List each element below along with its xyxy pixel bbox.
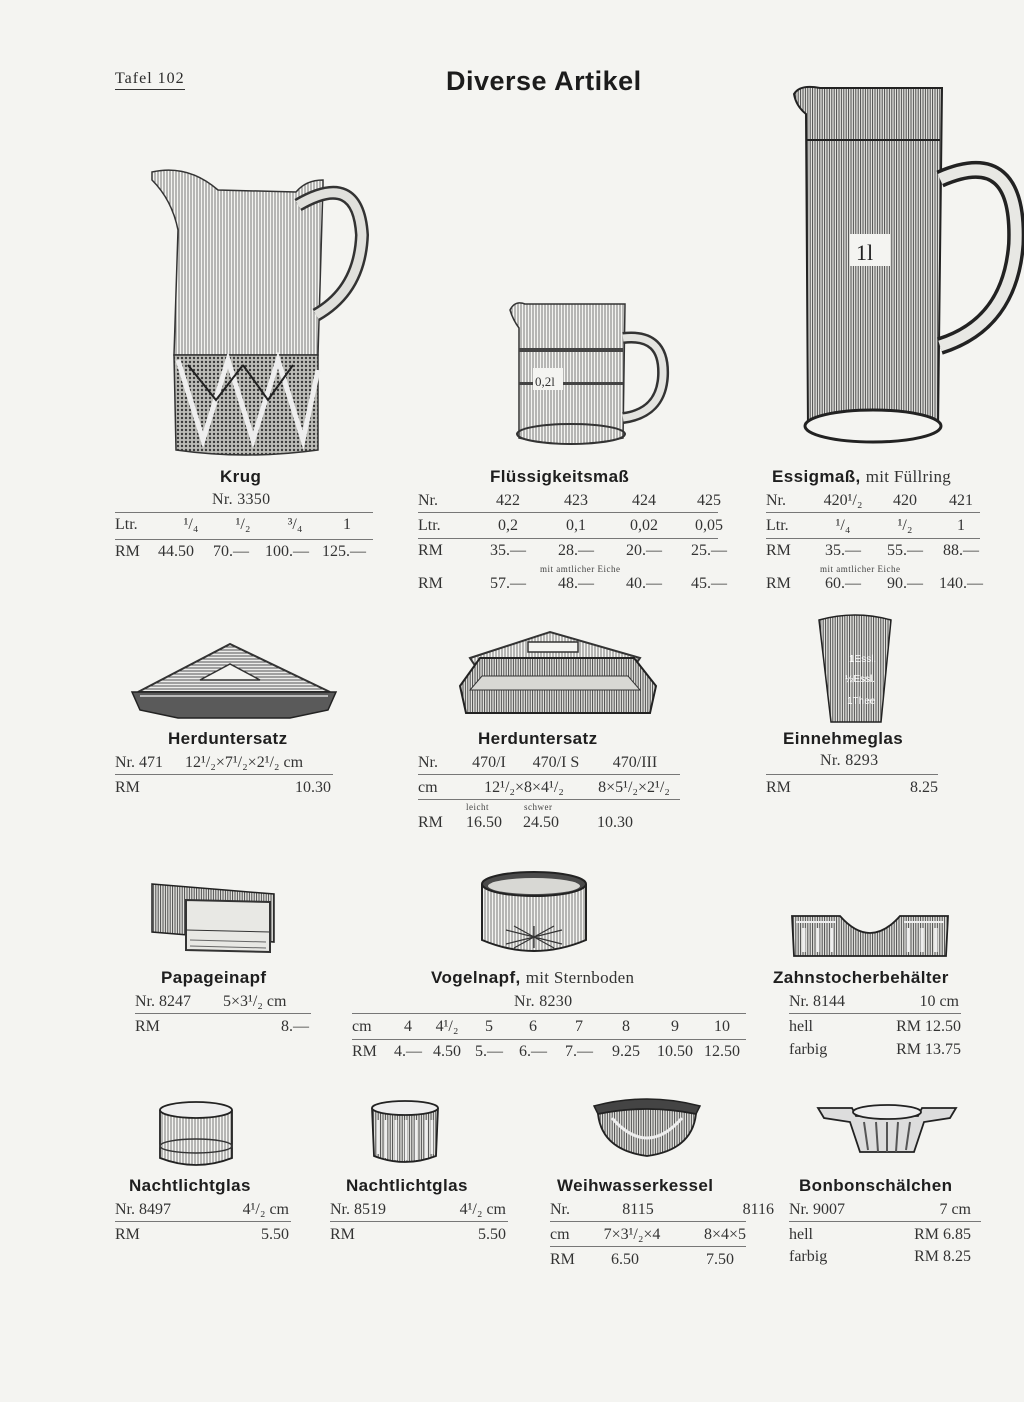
- weih-dims-row: cm 7×3¹/₂×4 8×4×5: [550, 1226, 746, 1243]
- svg-text:1Essl.: 1Essl.: [849, 654, 877, 665]
- bonbon-name: Bonbonschälchen: [799, 1176, 953, 1195]
- essig-eiche-note: mit amtlicher Eiche: [820, 564, 901, 574]
- bonbon-row-farbig: farbig RM 8.25: [789, 1248, 971, 1265]
- herd1-name: Herduntersatz: [168, 729, 288, 748]
- krug-name: Krug: [220, 467, 262, 486]
- essig-measure-image: [790, 84, 1022, 454]
- herd2-weight-schwer: schwer: [524, 802, 553, 812]
- nacht2-name: Nachtlichtglas: [346, 1176, 468, 1195]
- fluessig-measure-image: [505, 298, 670, 450]
- fluessig-nr-row: Nr. 422 423 424 425: [418, 492, 721, 509]
- page-number: Tafel 102: [115, 70, 185, 90]
- einnehm-name: Einnehmeglas: [783, 729, 904, 748]
- svg-text:1Thee: 1Thee: [847, 696, 876, 707]
- herd1-image: [130, 640, 340, 720]
- einnehm-price-row: RM 8.25: [766, 779, 938, 796]
- krug-pitcher-image: [148, 160, 368, 460]
- zahn-row-farbig: farbig RM 13.75: [789, 1041, 961, 1058]
- herd2-price-row: RM 16.50 24.50 10.30: [418, 814, 633, 831]
- fluessig-eiche-note: mit amtlicher Eiche: [540, 564, 621, 574]
- bonbon-dish-image: [816, 1098, 958, 1160]
- fluessig-name: Flüssigkeitsmaß: [490, 467, 630, 486]
- svg-text:½Essl.: ½Essl.: [845, 674, 876, 685]
- krug-size-row: Ltr. ¹/₄ ¹/₂ ³/₄ 1: [115, 516, 351, 533]
- papagei-image: [150, 882, 280, 964]
- essig-price-row: RM 35.— 55.— 88.—: [766, 542, 979, 559]
- herd1-nr-row: Nr. 471 12¹/₂×7¹/₂×2¹/₂ cm: [115, 754, 304, 771]
- nacht1-price-row: RM 5.50: [115, 1226, 289, 1243]
- nacht2-nr-row: Nr. 8519 4¹/₂ cm: [330, 1201, 506, 1218]
- vogel-name: Vogelnapf, mit Sternboden: [431, 968, 635, 987]
- weih-name: Weihwasserkessel: [557, 1176, 714, 1195]
- bonbon-nr-row: Nr. 9007 7 cm: [789, 1201, 971, 1218]
- fluessig-eiche-price-row: RM 57.— 48.— 40.— 45.—: [418, 575, 727, 592]
- einnehm-glass-image: [815, 612, 895, 727]
- krug-nr: Nr. 3350: [212, 491, 271, 508]
- herd1-price-row: RM 10.30: [115, 779, 331, 796]
- zahn-name: Zahnstocherbehälter: [773, 968, 949, 987]
- herd2-nr-row: Nr. 470/I 470/I S 470/III: [418, 754, 658, 771]
- vogel-bowl-image: [478, 870, 590, 960]
- essig-ltr-row: Ltr. ¹/₄ ¹/₂ 1: [766, 517, 965, 534]
- page-title: Diverse Artikel: [446, 66, 642, 96]
- vogel-size-row: cm 4 4¹/₂ 5 6 7 8 9 10: [352, 1018, 730, 1035]
- nacht2-price-row: RM 5.50: [330, 1226, 506, 1243]
- nacht1-name: Nachtlichtglas: [129, 1176, 251, 1195]
- papagei-price-row: RM 8.—: [135, 1018, 309, 1035]
- weih-price-row: RM 6.50 7.50: [550, 1251, 734, 1268]
- fluessig-price-row: RM 35.— 28.— 20.— 25.—: [418, 542, 727, 559]
- fluessig-ltr-row: Ltr. 0,2 0,1 0,02 0,05: [418, 517, 723, 534]
- krug-price-row: RM 44.50 70.— 100.— 125.—: [115, 543, 366, 560]
- fluessig-mark: 0,2l: [535, 374, 555, 389]
- herd2-weight-leicht: leicht: [466, 802, 489, 812]
- essig-name: Essigmaß, mit Füllring: [772, 467, 952, 486]
- bonbon-row-hell: hell RM 6.85: [789, 1226, 971, 1243]
- herd2-name: Herduntersatz: [478, 729, 598, 748]
- nacht2-glass-image: [370, 1098, 440, 1166]
- herd2-image: [450, 628, 665, 723]
- zahn-image: [790, 910, 952, 960]
- nacht1-glass-image: [158, 1100, 234, 1168]
- papagei-name: Papageinapf: [161, 968, 267, 987]
- herd2-dims-row: cm 12¹/₂×8×4¹/₂ 8×5¹/₂×2¹/₂: [418, 779, 670, 796]
- einnehm-nr: Nr. 8293: [820, 752, 879, 769]
- papagei-nr-row: Nr. 8247 5×3¹/₂ cm: [135, 993, 287, 1010]
- weih-nr-row: Nr. 8115 8116: [550, 1201, 774, 1218]
- vogel-nr: Nr. 8230: [514, 993, 573, 1010]
- vogel-price-row: RM 4.— 4.50 5.— 6.— 7.— 9.25 10.50 12.50: [352, 1043, 740, 1060]
- essig-mark: 1l: [856, 240, 874, 265]
- zahn-nr-row: Nr. 8144 10 cm: [789, 993, 959, 1010]
- weih-image: [592, 1100, 702, 1160]
- essig-nr-row: Nr. 420¹/₂ 420 421: [766, 492, 973, 509]
- essig-eiche-price-row: RM 60.— 90.— 140.—: [766, 575, 983, 592]
- nacht1-nr-row: Nr. 8497 4¹/₂ cm: [115, 1201, 289, 1218]
- zahn-row-hell: hell RM 12.50: [789, 1018, 961, 1035]
